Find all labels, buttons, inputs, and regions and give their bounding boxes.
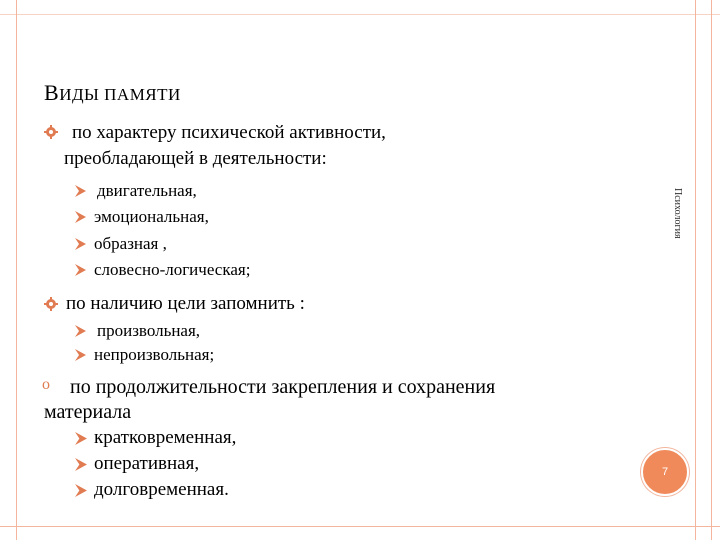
arrow-bullet-icon xyxy=(75,458,87,471)
list-item: двигательная, xyxy=(97,181,197,200)
section-3-heading-line-2: материала xyxy=(44,401,132,423)
list-item: эмоциональная, xyxy=(94,207,209,226)
page-number-badge xyxy=(641,448,689,496)
list-item: кратковременная, xyxy=(94,427,237,448)
frame-right-outer-line xyxy=(711,0,712,540)
arrow-bullet-icon xyxy=(75,264,86,276)
slide-title xyxy=(44,80,181,106)
section-3-heading-line-1: по продолжительности закрепления и сохранения xyxy=(70,376,496,398)
frame-left-line xyxy=(16,0,17,540)
arrow-bullet-icon xyxy=(75,325,86,337)
page-number: 7 xyxy=(661,466,669,478)
arrow-bullet-icon xyxy=(75,432,87,445)
arrow-bullet-icon xyxy=(75,211,86,223)
bullet-circle-marker: o xyxy=(42,376,50,393)
bullet-gear-icon xyxy=(44,125,58,139)
frame-top-line xyxy=(0,14,720,15)
list-item: образная , xyxy=(94,234,167,253)
list-item: непроизвольная; xyxy=(94,345,215,364)
title-initial: В xyxy=(44,80,60,105)
section-1-heading-line-2: преобладающей в деятельности: xyxy=(64,148,327,169)
section-2-heading: по наличию цели запомнить : xyxy=(66,293,305,314)
list-item: оперативная, xyxy=(94,453,200,474)
side-subject-label: Психология xyxy=(672,188,683,239)
title-rest: ИДЫ ПАМЯТИ xyxy=(59,85,181,104)
list-item: словесно-логическая; xyxy=(94,260,251,279)
arrow-bullet-icon xyxy=(75,349,86,361)
frame-bottom-line xyxy=(0,526,720,527)
frame-right-inner-line xyxy=(695,0,696,540)
bullet-gear-icon xyxy=(44,297,58,311)
list-item: произвольная, xyxy=(97,321,201,340)
list-item: долговременная. xyxy=(94,479,229,500)
section-1-heading-line-1: по характеру психической активности, xyxy=(72,122,386,143)
arrow-bullet-icon xyxy=(75,484,87,497)
arrow-bullet-icon xyxy=(75,185,86,197)
arrow-bullet-icon xyxy=(75,238,86,250)
